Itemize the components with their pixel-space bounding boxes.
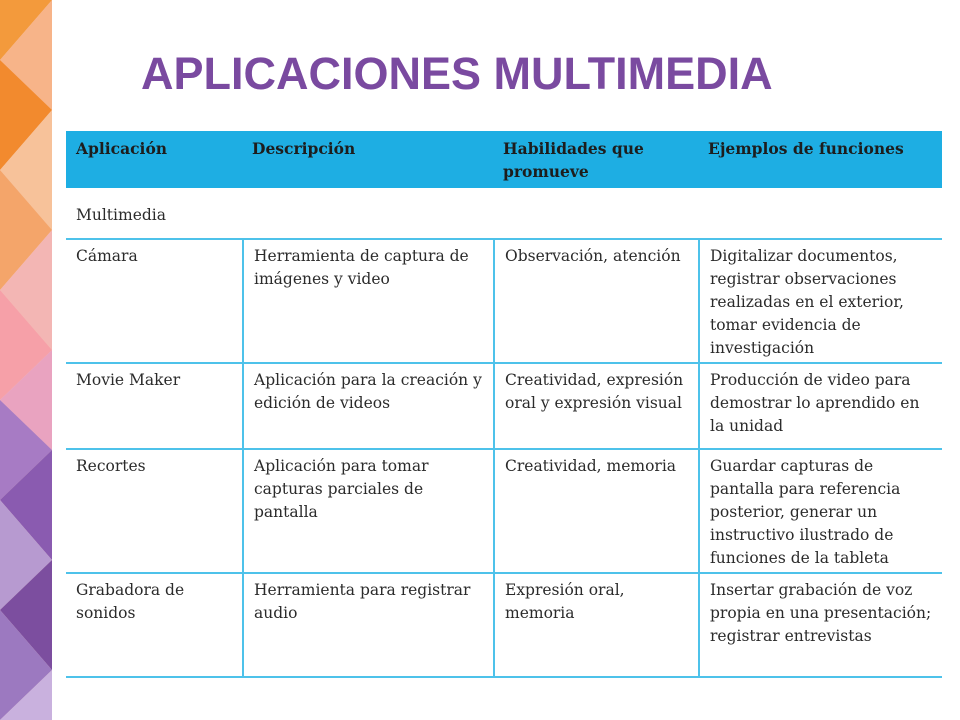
cell-aplicacion: Recortes	[76, 457, 146, 475]
cell-habilidades: Creatividad, expresión oral y expresión visual	[493, 364, 698, 448]
cell-descripcion: Herramienta para registrar audio	[242, 574, 493, 676]
cell-aplicacion: Grabadora de sonidos	[76, 581, 185, 622]
cell-descripcion: Aplicación para la creación y edición de videos	[242, 364, 493, 448]
cell-aplicacion: Movie Maker	[76, 371, 181, 389]
cell-ejemplos: Insertar grabación de voz propia en una presentación; registrar entrevistas	[698, 574, 942, 676]
cell-ejemplos: Digitalizar documentos, registrar observaciones realizadas en el exterior, tomar evidencia de investigación	[698, 240, 942, 362]
cell-descripcion: Herramienta de captura de imágenes y video	[242, 240, 493, 362]
table-row	[66, 574, 942, 678]
section-row	[66, 188, 942, 240]
cell-ejemplos: Guardar capturas de pantalla para referencia posterior, generar un instructivo ilustrado de funciones de la tableta	[698, 450, 942, 572]
table-header-row	[66, 131, 942, 188]
header-aplicacion: Aplicación	[76, 139, 168, 158]
header-ejemplos: Ejemplos de funciones	[708, 139, 904, 158]
cell-aplicacion: Cámara	[76, 247, 138, 265]
decorative-triangle-strip	[0, 0, 52, 720]
multimedia-applications-table	[66, 131, 942, 678]
cell-habilidades: Creatividad, memoria	[493, 450, 698, 572]
header-habilidades: Habilidades que promueve	[503, 139, 644, 181]
cell-descripcion: Aplicación para tomar capturas parciales de pantalla	[242, 450, 493, 572]
section-label: Multimedia	[76, 206, 166, 224]
table-row	[66, 450, 942, 574]
table-row	[66, 240, 942, 364]
cell-habilidades: Observación, atención	[493, 240, 698, 362]
cell-ejemplos: Producción de video para demostrar lo aprendido en la unidad	[698, 364, 942, 448]
cell-habilidades: Expresión oral, memoria	[493, 574, 698, 676]
header-descripcion: Descripción	[252, 139, 356, 158]
slide-title: APLICACIONES MULTIMEDIA	[141, 48, 773, 99]
table-row	[66, 364, 942, 450]
